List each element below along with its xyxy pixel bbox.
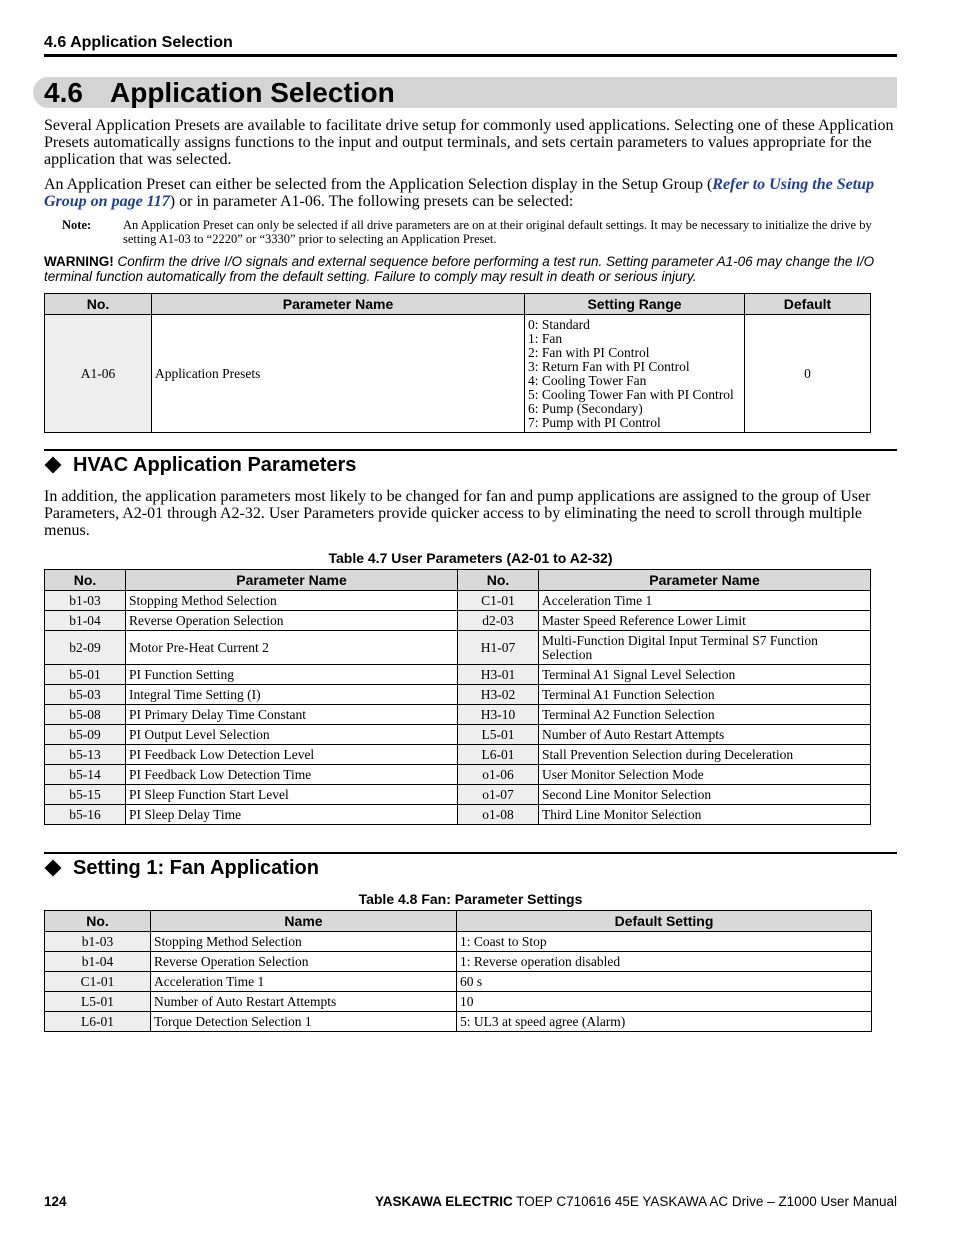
table-cell: 1: Reverse operation disabled <box>457 952 872 972</box>
table-cell: Number of Auto Restart Attempts <box>539 725 871 745</box>
table-cell: b5-09 <box>45 725 126 745</box>
table-cell: Reverse Operation Selection <box>126 611 458 631</box>
table-caption: Table 4.7 User Parameters (A2-01 to A2-32) <box>328 550 613 566</box>
table-cell: H3-10 <box>458 705 539 725</box>
table-cell: o1-06 <box>458 765 539 785</box>
fan-settings-table <box>44 910 872 1032</box>
table-header-row <box>45 294 871 315</box>
preset-table <box>44 293 871 433</box>
diamond-bullet-icon <box>45 456 62 473</box>
table-cell: Second Line Monitor Selection <box>539 785 871 805</box>
table-cell: 5: UL3 at speed agree (Alarm) <box>457 1012 872 1032</box>
table-row <box>45 315 871 433</box>
table-row <box>45 992 872 1012</box>
table-row <box>45 952 872 972</box>
warning <box>44 254 897 284</box>
table-cell: b1-04 <box>45 611 126 631</box>
footer-doc-title: TOEP C710616 45E YASKAWA AC Drive – Z1000 User Manual <box>516 1194 897 1209</box>
table-cell: b2-09 <box>45 631 126 665</box>
preset-paragraph <box>44 176 897 210</box>
table-cell: C1-01 <box>458 591 539 611</box>
column-header: Parameter Name <box>152 294 525 315</box>
column-header: No. <box>45 294 152 315</box>
table-caption: Table 4.8 Fan: Parameter Settings <box>358 891 583 907</box>
table-cell: Acceleration Time 1 <box>539 591 871 611</box>
range-option: 6: Pump (Secondary) <box>528 400 643 416</box>
table-row <box>45 932 872 952</box>
table-cell: PI Sleep Delay Time <box>126 805 458 825</box>
setup-group-link[interactable]: Refer to Using the Setup Group on page 117 <box>44 176 875 210</box>
table-cell: PI Sleep Function Start Level <box>126 785 458 805</box>
table-row <box>45 785 871 805</box>
table-cell: Terminal A1 Function Selection <box>539 685 871 705</box>
table-cell: Stopping Method Selection <box>151 932 457 952</box>
table-row <box>45 725 871 745</box>
footer-document <box>375 1194 897 1209</box>
table-row <box>45 745 871 765</box>
section-title: Application Selection <box>110 77 395 108</box>
table-cell: L5-01 <box>458 725 539 745</box>
table-header-row <box>45 911 872 932</box>
table-row <box>45 591 871 611</box>
table-cell: b5-01 <box>45 665 126 685</box>
diamond-bullet-icon <box>45 859 62 876</box>
param-name: Application Presets <box>152 315 525 433</box>
page-number: 124 <box>44 1194 67 1209</box>
range-option: 3: Return Fan with PI Control <box>528 358 690 374</box>
table-cell: L5-01 <box>45 992 151 1012</box>
default-value: 0 <box>745 315 871 433</box>
table-cell: Stall Prevention Selection during Deceleration <box>539 745 871 765</box>
table-cell: PI Function Setting <box>126 665 458 685</box>
table-cell: Third Line Monitor Selection <box>539 805 871 825</box>
column-header: No. <box>45 570 126 591</box>
table-cell: H1-07 <box>458 631 539 665</box>
table-cell: 10 <box>457 992 872 1012</box>
column-header: No. <box>458 570 539 591</box>
table-cell: o1-07 <box>458 785 539 805</box>
table-row <box>45 631 871 665</box>
table-cell: H3-01 <box>458 665 539 685</box>
header-rule <box>44 54 897 57</box>
table-cell: User Monitor Selection Mode <box>539 765 871 785</box>
table-cell: PI Primary Delay Time Constant <box>126 705 458 725</box>
table-header-row <box>45 570 871 591</box>
table-cell: d2-03 <box>458 611 539 631</box>
section-number: 4.6 <box>44 77 83 108</box>
table-cell: b5-15 <box>45 785 126 805</box>
table-row <box>45 765 871 785</box>
table-cell: b5-16 <box>45 805 126 825</box>
preset-paragraph-before: An Application Preset can either be selected from the Application Selection display in the Setup Group ( <box>44 176 713 193</box>
table-cell: Terminal A1 Signal Level Selection <box>539 665 871 685</box>
table-cell: Motor Pre-Heat Current 2 <box>126 631 458 665</box>
table-cell: b5-03 <box>45 685 126 705</box>
table-row <box>45 685 871 705</box>
section-heading <box>44 77 395 108</box>
table-cell: Number of Auto Restart Attempts <box>151 992 457 1012</box>
table-cell: Terminal A2 Function Selection <box>539 705 871 725</box>
subsection-heading <box>44 453 356 477</box>
table-cell: b1-03 <box>45 932 151 952</box>
table-cell: b5-13 <box>45 745 126 765</box>
table-cell: L6-01 <box>458 745 539 765</box>
param-number: A1-06 <box>45 315 152 433</box>
setting-range <box>525 315 745 433</box>
subsection-rule <box>44 449 897 451</box>
subsection-heading <box>44 856 319 880</box>
table-row <box>45 1012 872 1032</box>
intro-paragraph: Several Application Presets are available to facilitate drive setup for commonly used applications. Selecting one of these Application Presets automatically assigns functions to the input and output terminals, and sets certain parameters to values appropriate for the application that was selected. <box>44 117 894 168</box>
table-row <box>45 611 871 631</box>
table-cell: Reverse Operation Selection <box>151 952 457 972</box>
table-row <box>45 665 871 685</box>
range-option: 2: Fan with PI Control <box>528 344 650 360</box>
range-option: 4: Cooling Tower Fan <box>528 372 647 388</box>
table-cell: b1-03 <box>45 591 126 611</box>
table-cell: b5-08 <box>45 705 126 725</box>
column-header: No. <box>45 911 151 932</box>
table-cell: Stopping Method Selection <box>126 591 458 611</box>
column-header: Default <box>745 294 871 315</box>
table-cell: C1-01 <box>45 972 151 992</box>
hvac-title: HVAC Application Parameters <box>73 454 357 476</box>
user-parameters-table <box>44 569 871 825</box>
table-cell: b1-04 <box>45 952 151 972</box>
table-row <box>45 972 872 992</box>
fan-title: Setting 1: Fan Application <box>73 857 319 879</box>
table-row <box>45 805 871 825</box>
table-cell: b5-14 <box>45 765 126 785</box>
table-cell: Torque Detection Selection 1 <box>151 1012 457 1032</box>
running-head: 4.6 Application Selection <box>44 34 233 51</box>
table-cell: 1: Coast to Stop <box>457 932 872 952</box>
range-option: 1: Fan <box>528 330 563 346</box>
column-header: Parameter Name <box>126 570 458 591</box>
subsection-rule <box>44 852 897 854</box>
table-cell: PI Feedback Low Detection Level <box>126 745 458 765</box>
hvac-paragraph: In addition, the application parameters most likely to be changed for fan and pump applications are assigned to the group of User Parameters, A2-01 through A2-32. User Parameters provide quicker access to by eliminating the need to scroll through multiple menus. <box>44 488 871 539</box>
column-header: Default Setting <box>457 911 872 932</box>
column-header: Name <box>151 911 457 932</box>
table-cell: Master Speed Reference Lower Limit <box>539 611 871 631</box>
table-cell: 60 s <box>457 972 872 992</box>
table-cell: L6-01 <box>45 1012 151 1032</box>
column-header: Setting Range <box>525 294 745 315</box>
table-cell: H3-02 <box>458 685 539 705</box>
note-text: An Application Preset can only be selected if all drive parameters are on at their original default settings. It may be necessary to initialize the drive by setting A1-03 to “2220” or “3330” prior to selecting an Application Preset. <box>123 218 872 246</box>
range-option: 0: Standard <box>528 316 590 332</box>
table-cell: PI Output Level Selection <box>126 725 458 745</box>
table-cell: o1-08 <box>458 805 539 825</box>
table-cell: Acceleration Time 1 <box>151 972 457 992</box>
table-cell: PI Feedback Low Detection Time <box>126 765 458 785</box>
table-cell: Integral Time Setting (I) <box>126 685 458 705</box>
warning-text: Confirm the drive I/O signals and external sequence before performing a test run. Setting parameter A1-06 may change the I/O terminal function automatically from the default setting. Failure to comply may result in death or serious injury. <box>44 254 875 284</box>
preset-paragraph-after: ) or in parameter A1-06. The following presets can be selected: <box>169 193 574 210</box>
footer-brand: YASKAWA ELECTRIC <box>375 1194 513 1209</box>
column-header: Parameter Name <box>539 570 871 591</box>
note-label: Note: <box>62 218 92 232</box>
range-option: 5: Cooling Tower Fan with PI Control <box>528 386 734 402</box>
range-option: 7: Pump with PI Control <box>528 414 661 430</box>
warning-label: WARNING! <box>44 254 114 269</box>
table-row <box>45 705 871 725</box>
table-cell: Multi-Function Digital Input Terminal S7 Function Selection <box>539 631 871 665</box>
